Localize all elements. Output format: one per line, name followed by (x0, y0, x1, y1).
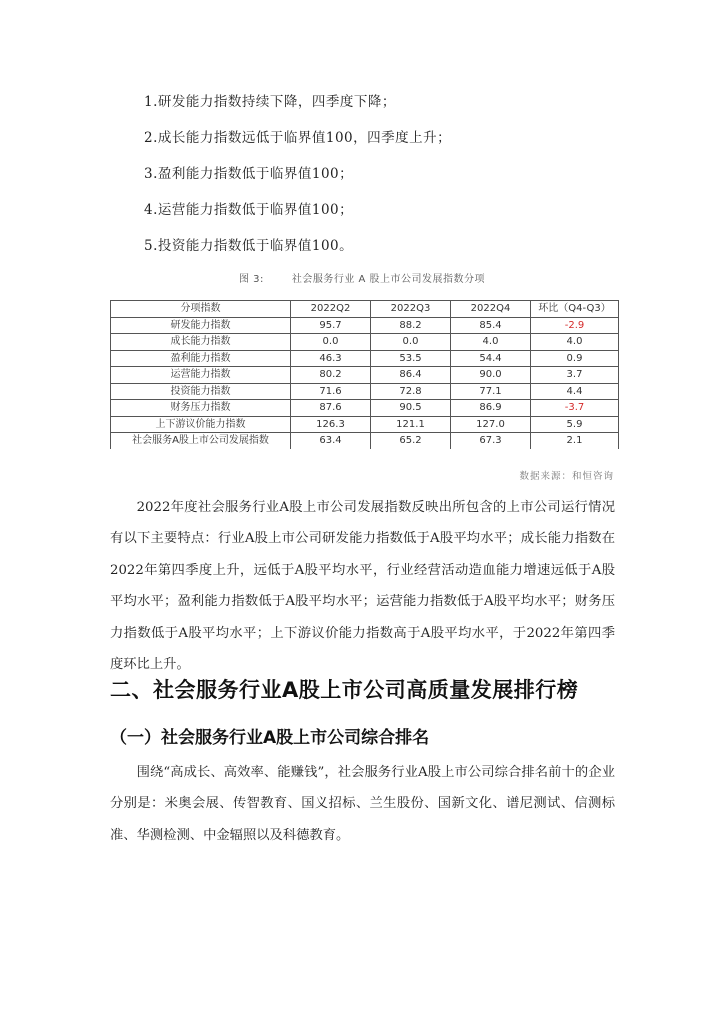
table-header: 2022Q3 (371, 301, 451, 318)
table-cell: 90.5 (371, 400, 451, 417)
data-source-note: 数据来源：和恒咨询 (519, 471, 614, 482)
table-row (111, 383, 619, 400)
table-cell: 90.0 (451, 367, 531, 384)
table-cell: 上下游议价能力指数 (111, 416, 291, 433)
table-cell: 80.2 (291, 367, 371, 384)
table-cell: 盈利能力指数 (111, 350, 291, 367)
table-row (111, 400, 619, 417)
table-cell: 0.0 (371, 334, 451, 351)
table-cell: 65.2 (371, 433, 451, 449)
summary-item: 1.研发能力指数持续下降，四季度下降； (144, 94, 396, 110)
table-cell: 财务压力指数 (111, 400, 291, 417)
table-cell: 86.4 (371, 367, 451, 384)
table-row (111, 350, 619, 367)
table-cell: 社会服务A股上市公司发展指数 (111, 433, 291, 449)
table-cell: 4.4 (531, 383, 619, 400)
table-cell: 4.0 (451, 334, 531, 351)
table-cell: 121.1 (371, 416, 451, 433)
table-cell: 63.4 (291, 433, 371, 449)
table-header: 2022Q2 (291, 301, 371, 318)
table-header: 2022Q4 (451, 301, 531, 318)
table-cell: 67.3 (451, 433, 531, 449)
ranking-paragraph: 围绕“高成长、高效率、能赚钱”，社会服务行业A股上市公司综合排名前十的企业分别是：米奥会展、传智教育、国义招标、兰生股份、国新文化、谱尼测试、信测标准、华测检测、中金辐照以及科德教育。 (110, 765, 615, 843)
table-cell: 运营能力指数 (111, 367, 291, 384)
table-cell: 4.0 (531, 334, 619, 351)
table-cell: 71.6 (291, 383, 371, 400)
table-cell: 5.9 (531, 416, 619, 433)
subsection-heading: （一）社会服务行业A股上市公司综合排名 (110, 728, 430, 748)
analysis-paragraph: 2022年度社会服务行业A股上市公司发展指数反映出所包含的上市公司运行情况有以下主要特点：行业A股上市公司研发能力指数低于A股平均水平；成长能力指数在2022年第四季度上升，远低于A股平均水平，行业经营活动造血能力增速远低于A股平均水平；盈利能力指数低于A股平均水平；运营能力指数低于A股平均水平；财务压力指数低于A股平均水平；上下游议价能力指数高于A股平均水平，于2022年第四季度环比上升。 (110, 500, 615, 673)
summary-item: 5.投资能力指数低于临界值100。 (144, 238, 354, 254)
table-cell: 46.3 (291, 350, 371, 367)
index-table (110, 300, 619, 449)
table-cell: 87.6 (291, 400, 371, 417)
table-cell: -3.7 (531, 400, 619, 417)
table-row (111, 317, 619, 334)
table-header: 分项指数 (111, 301, 291, 318)
table-cell: 研发能力指数 (111, 317, 291, 334)
table-cell: 126.3 (291, 416, 371, 433)
table-cell: 成长能力指数 (111, 334, 291, 351)
table-row (111, 334, 619, 351)
figure-title: 社会服务行业 A 股上市公司发展指数分项 (291, 274, 486, 285)
summary-list (144, 88, 451, 268)
table-cell: 3.7 (531, 367, 619, 384)
figure-label: 图 3: (238, 274, 264, 285)
table-cell: 77.1 (451, 383, 531, 400)
table-cell: -2.9 (531, 317, 619, 334)
section-heading: 二、社会服务行业A股上市公司高质量发展排行榜 (110, 678, 579, 702)
table-cell: 95.7 (291, 317, 371, 334)
table-cell: 53.5 (371, 350, 451, 367)
table-cell: 85.4 (451, 317, 531, 334)
table-row (111, 433, 619, 449)
table-cell: 2.1 (531, 433, 619, 449)
table-cell: 54.4 (451, 350, 531, 367)
table-cell: 127.0 (451, 416, 531, 433)
table-cell: 0.9 (531, 350, 619, 367)
table-cell: 72.8 (371, 383, 451, 400)
table-cell: 88.2 (371, 317, 451, 334)
table-row (111, 367, 619, 384)
table-header: 环比（Q4-Q3） (531, 301, 619, 318)
table-row (111, 416, 619, 433)
table-cell: 投资能力指数 (111, 383, 291, 400)
table-cell: 0.0 (291, 334, 371, 351)
summary-item: 2.成长能力指数远低于临界值100，四季度上升； (144, 130, 452, 146)
summary-item: 3.盈利能力指数低于临界值100； (144, 166, 354, 182)
summary-item: 4.运营能力指数低于临界值100； (144, 202, 354, 218)
table-cell: 86.9 (451, 400, 531, 417)
table-header-row (111, 301, 619, 318)
figure-caption (0, 270, 724, 285)
